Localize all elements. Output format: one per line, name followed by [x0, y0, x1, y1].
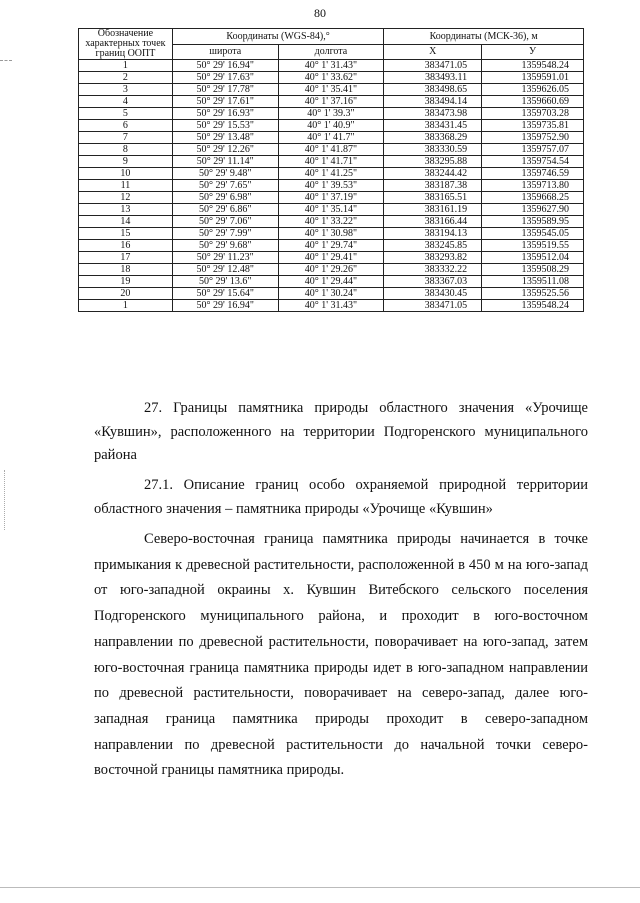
longitude-cell: 40° 1' 35.41": [278, 84, 384, 96]
x-cell: 383187.38: [384, 180, 482, 192]
x-cell: 383471.05: [384, 300, 482, 312]
longitude-cell: 40° 1' 33.22": [278, 216, 384, 228]
point-id-cell: 13: [79, 204, 173, 216]
table-row: [79, 288, 584, 300]
header-x: X: [384, 45, 482, 60]
latitude-cell: 50° 29' 7.65": [172, 180, 278, 192]
y-cell: 1359626.05: [482, 84, 584, 96]
longitude-cell: 40° 1' 31.43": [278, 300, 384, 312]
coordinates-table-body: [79, 60, 584, 312]
latitude-cell: 50° 29' 16.93": [172, 108, 278, 120]
latitude-cell: 50° 29' 12.48": [172, 264, 278, 276]
latitude-cell: 50° 29' 13.48": [172, 132, 278, 144]
scan-margin-marks: [4, 470, 7, 530]
body-paragraph: Северо-восточная граница памятника природы начинается в точке примыкания к древесной растительности, расположенной в 450 м на юго-запад от юго-западной окраины х. Кувшин Витебского сельского поселения Подгоренского муниципального района, и проходит в юго-восточном направлении по древесной растительности, поворачивает на юго-запад, затем юго-восточная граница памятника природы идет в юго-западном направлении по древесной растительности, поворачивает на северо-запад, далее юго-западная граница памятника природы проходит в северо-западном направлении по древесной растительности до начальной точки северо-восточной границы памятника природы.: [94, 531, 588, 779]
y-cell: 1359703.28: [482, 108, 584, 120]
latitude-cell: 50° 29' 9.48": [172, 168, 278, 180]
table-row: [79, 264, 584, 276]
table-row: [79, 168, 584, 180]
table-row: [79, 84, 584, 96]
scan-bottom-edge: [0, 887, 640, 888]
header-longitude: долгота: [278, 45, 384, 60]
latitude-cell: 50° 29' 13.6": [172, 276, 278, 288]
table-row: [79, 300, 584, 312]
point-id-cell: 19: [79, 276, 173, 288]
y-cell: 1359545.05: [482, 228, 584, 240]
point-id-cell: 7: [79, 132, 173, 144]
point-id-cell: 14: [79, 216, 173, 228]
longitude-cell: 40° 1' 29.74": [278, 240, 384, 252]
header-msk36: Координаты (МСК-36), м: [384, 29, 584, 45]
subsection-heading: 27.1. Описание границ особо охраняемой природной территории областного значения – памятника природы «Урочище «Кувшин»: [94, 477, 588, 517]
page-number: 80: [314, 6, 326, 20]
table-row: [79, 252, 584, 264]
y-cell: 1359508.29: [482, 264, 584, 276]
x-cell: 383166.44: [384, 216, 482, 228]
point-id-cell: 1: [79, 300, 173, 312]
x-cell: 383165.51: [384, 192, 482, 204]
latitude-cell: 50° 29' 6.98": [172, 192, 278, 204]
x-cell: 383498.65: [384, 84, 482, 96]
table-row: [79, 72, 584, 84]
table-row: [79, 276, 584, 288]
point-id-cell: 8: [79, 144, 173, 156]
point-id-cell: 4: [79, 96, 173, 108]
latitude-cell: 50° 29' 11.23": [172, 252, 278, 264]
latitude-cell: 50° 29' 16.94": [172, 300, 278, 312]
longitude-cell: 40° 1' 37.19": [278, 192, 384, 204]
longitude-cell: 40° 1' 41.25": [278, 168, 384, 180]
point-id-cell: 17: [79, 252, 173, 264]
point-id-cell: 3: [79, 84, 173, 96]
latitude-cell: 50° 29' 15.53": [172, 120, 278, 132]
point-id-cell: 11: [79, 180, 173, 192]
longitude-cell: 40° 1' 39.53": [278, 180, 384, 192]
point-id-cell: 16: [79, 240, 173, 252]
table-row: [79, 108, 584, 120]
longitude-cell: 40° 1' 37.16": [278, 96, 384, 108]
table-row: [79, 240, 584, 252]
y-cell: 1359548.24: [482, 60, 584, 72]
point-id-cell: 18: [79, 264, 173, 276]
latitude-cell: 50° 29' 11.14": [172, 156, 278, 168]
y-cell: 1359548.24: [482, 300, 584, 312]
y-cell: 1359589.95: [482, 216, 584, 228]
x-cell: 383295.88: [384, 156, 482, 168]
point-id-cell: 12: [79, 192, 173, 204]
y-cell: 1359757.07: [482, 144, 584, 156]
x-cell: 383367.03: [384, 276, 482, 288]
longitude-cell: 40° 1' 29.41": [278, 252, 384, 264]
section-heading: 27. Границы памятника природы областного значения «Урочище «Кувшин», расположенного на территории Подгоренского муниципального района: [94, 400, 588, 463]
longitude-cell: 40° 1' 41.71": [278, 156, 384, 168]
y-cell: 1359668.25: [482, 192, 584, 204]
x-cell: 383430.45: [384, 288, 482, 300]
point-id-cell: 2: [79, 72, 173, 84]
y-cell: 1359627.90: [482, 204, 584, 216]
x-cell: 383245.85: [384, 240, 482, 252]
longitude-cell: 40° 1' 35.14": [278, 204, 384, 216]
table-row: [79, 216, 584, 228]
table-row: [79, 144, 584, 156]
latitude-cell: 50° 29' 7.99": [172, 228, 278, 240]
y-cell: 1359754.54: [482, 156, 584, 168]
longitude-cell: 40° 1' 33.62": [278, 72, 384, 84]
y-cell: 1359519.55: [482, 240, 584, 252]
latitude-cell: 50° 29' 15.64": [172, 288, 278, 300]
y-cell: 1359752.90: [482, 132, 584, 144]
table-row: [79, 132, 584, 144]
y-cell: 1359591.01: [482, 72, 584, 84]
longitude-cell: 40° 1' 30.98": [278, 228, 384, 240]
x-cell: 383431.45: [384, 120, 482, 132]
point-id-cell: 9: [79, 156, 173, 168]
longitude-cell: 40° 1' 29.44": [278, 276, 384, 288]
x-cell: 383368.29: [384, 132, 482, 144]
point-id-cell: 10: [79, 168, 173, 180]
header-latitude: широта: [172, 45, 278, 60]
x-cell: 383473.98: [384, 108, 482, 120]
table-row: [79, 180, 584, 192]
y-cell: 1359746.59: [482, 168, 584, 180]
longitude-cell: 40° 1' 41.87": [278, 144, 384, 156]
x-cell: 383161.19: [384, 204, 482, 216]
longitude-cell: 40° 1' 40.9": [278, 120, 384, 132]
x-cell: 383293.82: [384, 252, 482, 264]
table-row: [79, 120, 584, 132]
header-point-label: Обозначение характерных точек границ ООПТ: [79, 29, 173, 60]
longitude-cell: 40° 1' 31.43": [278, 60, 384, 72]
latitude-cell: 50° 29' 17.63": [172, 72, 278, 84]
y-cell: 1359735.81: [482, 120, 584, 132]
coordinates-table: [78, 28, 584, 312]
longitude-cell: 40° 1' 39.3": [278, 108, 384, 120]
point-id-cell: 1: [79, 60, 173, 72]
y-cell: 1359511.08: [482, 276, 584, 288]
point-id-cell: 15: [79, 228, 173, 240]
point-id-cell: 20: [79, 288, 173, 300]
table-row: [79, 228, 584, 240]
header-y: У: [482, 45, 584, 60]
y-cell: 1359512.04: [482, 252, 584, 264]
longitude-cell: 40° 1' 29.26": [278, 264, 384, 276]
table-row: [79, 60, 584, 72]
latitude-cell: 50° 29' 7.06": [172, 216, 278, 228]
y-cell: 1359660.69: [482, 96, 584, 108]
x-cell: 383244.42: [384, 168, 482, 180]
point-id-cell: 5: [79, 108, 173, 120]
longitude-cell: 40° 1' 30.24": [278, 288, 384, 300]
x-cell: 383194.13: [384, 228, 482, 240]
table-row: [79, 204, 584, 216]
y-cell: 1359713.80: [482, 180, 584, 192]
x-cell: 383471.05: [384, 60, 482, 72]
scan-edge-mark: [0, 60, 12, 61]
table-row: [79, 156, 584, 168]
latitude-cell: 50° 29' 12.26": [172, 144, 278, 156]
header-wgs84: Координаты (WGS-84),°: [172, 29, 383, 45]
latitude-cell: 50° 29' 17.78": [172, 84, 278, 96]
latitude-cell: 50° 29' 17.61": [172, 96, 278, 108]
table-row: [79, 96, 584, 108]
point-id-cell: 6: [79, 120, 173, 132]
x-cell: 383494.14: [384, 96, 482, 108]
y-cell: 1359525.56: [482, 288, 584, 300]
latitude-cell: 50° 29' 6.86": [172, 204, 278, 216]
latitude-cell: 50° 29' 9.68": [172, 240, 278, 252]
x-cell: 383332.22: [384, 264, 482, 276]
latitude-cell: 50° 29' 16.94": [172, 60, 278, 72]
x-cell: 383493.11: [384, 72, 482, 84]
table-row: [79, 192, 584, 204]
x-cell: 383330.59: [384, 144, 482, 156]
longitude-cell: 40° 1' 41.7": [278, 132, 384, 144]
